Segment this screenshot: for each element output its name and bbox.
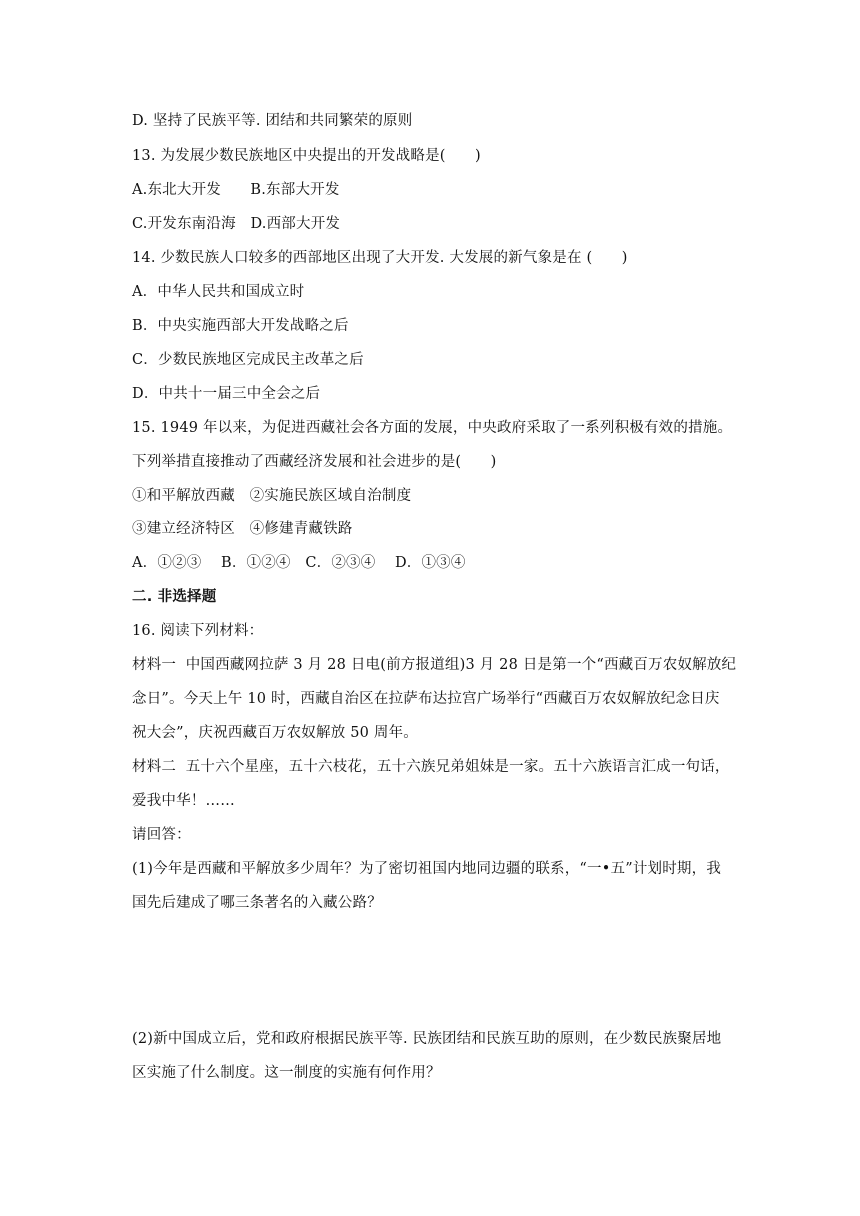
question-13-options-cd: C.开发东南沿海 D.西部大开发 <box>132 216 341 232</box>
sub-question-2-line2: 区实施了什么制度。这一制度的实施有何作用？ <box>132 1065 441 1081</box>
material-2-line2: 爱我中华！…… <box>132 793 235 809</box>
question-13-stem: 13. 为发展少数民族地区中央提出的开发战略是( ) <box>132 148 481 164</box>
answer-prompt: 请回答： <box>132 827 191 843</box>
sub-question-1-line1: (1)今年是西藏和平解放多少周年？为了密切祖国内地同边疆的联系，“一•五”计划时期，我 <box>132 861 722 877</box>
question-14-option-d: D．中共十一届三中全会之后 <box>132 386 321 402</box>
sub-question-2-line1: (2)新中国成立后，党和政府根据民族平等. 民族团结和民族互助的原则，在少数民族聚居地 <box>132 1031 722 1047</box>
question-14-option-c: C．少数民族地区完成民主改革之后 <box>132 352 364 368</box>
section-heading-non-choice: 二. 非选择题 <box>132 589 217 605</box>
question-15-stem-line2: 下列举措直接推动了西藏经济发展和社会进步的是( ) <box>132 454 497 470</box>
material-1-line1: 材料一 中国西藏网拉萨 3 月 28 日电(前方报道组)3 月 28 日是第一个“西藏百万农奴解放纪 <box>132 657 737 673</box>
question-14-option-b: B．中央实施西部大开发战略之后 <box>132 318 349 334</box>
question-15-options: A．①②③ B．①②④ C．②③④ D．①③④ <box>132 555 466 571</box>
question-15-items-12: ①和平解放西藏 ②实施民族区域自治制度 <box>132 488 412 504</box>
question-15-stem-line1: 15. 1949 年以来，为促进西藏社会各方面的发展，中央政府采取了一系列积极有效的措施。 <box>132 420 733 436</box>
question-16-stem: 16. 阅读下列材料： <box>132 623 264 639</box>
material-2-line1: 材料二 五十六个星座，五十六枝花，五十六族兄弟姐妹是一家。五十六族语言汇成一句话， <box>132 759 730 775</box>
question-13-options-ab: A.东北大开发 B.东部大开发 <box>132 182 340 198</box>
question-14-stem: 14. 少数民族人口较多的西部地区出现了大开发. 大发展的新气象是在 ( ) <box>132 250 628 266</box>
material-1-line2: 念日”。今天上午 10 时，西藏自治区在拉萨布达拉宫广场举行“西藏百万农奴解放纪念日庆 <box>132 691 720 707</box>
option-13-prev-d: D. 坚持了民族平等. 团结和共同繁荣的原则 <box>132 113 413 129</box>
question-14-option-a: A．中华人民共和国成立时 <box>132 284 305 300</box>
material-1-line3: 祝大会”，庆祝西藏百万农奴解放 50 周年。 <box>132 725 418 741</box>
question-15-items-34: ③建立经济特区 ④修建青藏铁路 <box>132 521 353 537</box>
sub-question-1-line2: 国先后建成了哪三条著名的入藏公路？ <box>132 895 382 911</box>
